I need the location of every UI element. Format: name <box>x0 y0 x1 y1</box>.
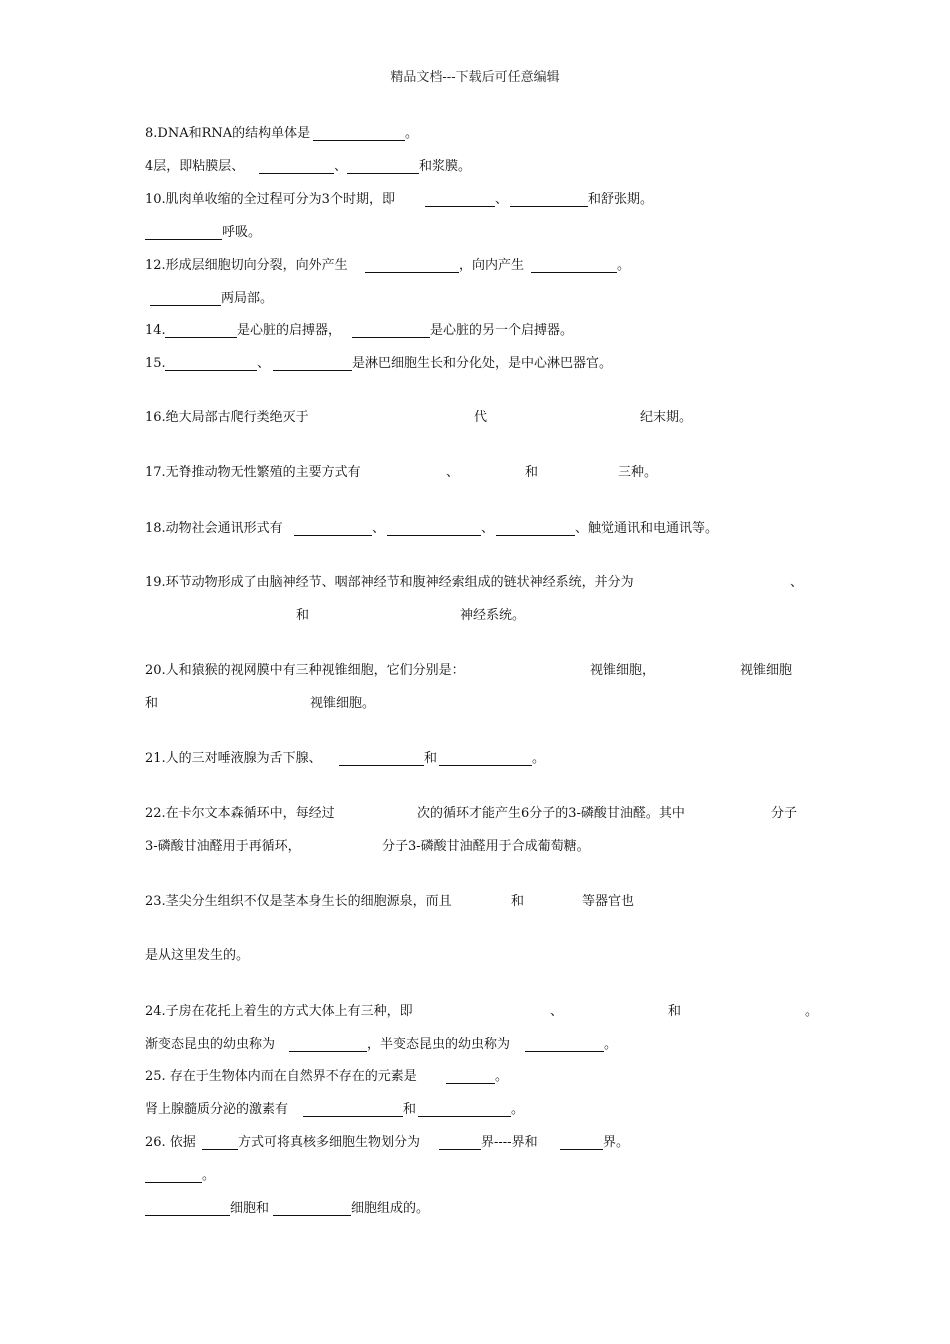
question-line <box>0 1067 950 1087</box>
question-text: 12.形成层细胞切向分裂，向外产生 <box>145 258 348 273</box>
question-text: 是从这里发生的。 <box>145 948 250 963</box>
question-text: 是心脏的启搏器， <box>237 323 342 338</box>
answer-blank[interactable] <box>145 239 222 240</box>
question-text: 、触觉通讯和电通讯等。 <box>575 521 719 536</box>
question-text: 三种。 <box>618 465 658 480</box>
question-text: 23.茎尖分生组织不仅是茎本身生长的细胞源泉，而且 <box>145 894 452 909</box>
answer-blank[interactable] <box>347 173 419 174</box>
answer-blank[interactable] <box>425 206 495 207</box>
answer-blank[interactable] <box>387 535 481 536</box>
answer-blank[interactable] <box>439 1149 481 1150</box>
question-line <box>0 1100 950 1120</box>
question-text: 分子3-磷酸甘油醛用于合成葡萄糖。 <box>382 839 590 854</box>
question-text: 肾上腺髓质分泌的激素有 <box>145 1102 289 1117</box>
question-text: 视锥细胞 <box>740 663 793 678</box>
question-line <box>0 408 950 428</box>
question-line <box>0 804 950 824</box>
question-text: 渐变态昆虫的幼虫称为 <box>145 1037 276 1052</box>
question-text: 15. <box>145 356 166 371</box>
page-header: 精品文档---下载后可任意编辑 <box>390 70 560 85</box>
question-text: 和 <box>525 465 539 480</box>
question-line <box>0 463 950 483</box>
question-text: 。 <box>202 1168 216 1183</box>
question-text: 和浆膜。 <box>419 159 472 174</box>
question-text: 呼吸。 <box>222 225 262 240</box>
question-line <box>0 837 950 857</box>
answer-blank[interactable] <box>202 1149 238 1150</box>
question-line <box>0 606 950 626</box>
answer-blank[interactable] <box>303 1116 403 1117</box>
question-text: 4层，即粘膜层、 <box>145 159 245 174</box>
question-text: 、 <box>790 575 804 590</box>
answer-blank[interactable] <box>365 272 459 273</box>
question-text: 。 <box>532 751 546 766</box>
question-text: 。 <box>604 1037 618 1052</box>
question-text: 方式可将真核多细胞生物划分为 <box>238 1135 421 1150</box>
question-line <box>0 1133 950 1153</box>
question-text: 细胞和 <box>230 1201 270 1216</box>
answer-blank[interactable] <box>313 140 405 141</box>
answer-blank[interactable] <box>145 1215 230 1216</box>
question-line <box>0 694 950 714</box>
answer-blank[interactable] <box>352 337 430 338</box>
question-line <box>0 946 950 966</box>
answer-blank[interactable] <box>145 1182 202 1183</box>
question-text: 等器官也 <box>582 894 635 909</box>
answer-blank[interactable] <box>165 370 257 371</box>
answer-blank[interactable] <box>273 1215 351 1216</box>
question-text: 26. 依据 <box>145 1135 196 1150</box>
question-line <box>0 1035 950 1055</box>
answer-blank[interactable] <box>273 370 352 371</box>
question-text: 、 <box>550 1004 564 1019</box>
answer-blank[interactable] <box>439 765 532 766</box>
question-text: 21.人的三对唾液腺为舌下腺、 <box>145 751 322 766</box>
question-text: 是心脏的另一个启搏器。 <box>430 323 574 338</box>
question-text: 视锥细胞。 <box>310 696 376 711</box>
question-text: 界。 <box>603 1135 630 1150</box>
question-text: 两局部。 <box>221 291 274 306</box>
question-line <box>0 519 950 539</box>
question-text: 和 <box>296 608 310 623</box>
question-line <box>0 1199 950 1219</box>
question-line <box>0 223 950 243</box>
answer-blank[interactable] <box>525 1051 604 1052</box>
question-line <box>0 321 950 341</box>
question-text: 。 <box>805 1004 819 1019</box>
question-text: 界----界和 <box>481 1135 538 1150</box>
question-text: 24.子房在花托上着生的方式大体上有三种，即 <box>145 1004 413 1019</box>
answer-blank[interactable] <box>446 1083 495 1084</box>
question-text: 17.无脊推动物无性繁殖的主要方式有 <box>145 465 361 480</box>
question-text: 。 <box>405 126 419 141</box>
question-text: 分子 <box>771 806 798 821</box>
question-text: 和 <box>145 696 159 711</box>
question-line <box>0 661 950 681</box>
question-text: 、 <box>481 521 495 536</box>
answer-blank[interactable] <box>259 173 334 174</box>
question-line <box>0 1002 950 1022</box>
answer-blank[interactable] <box>531 272 617 273</box>
answer-blank[interactable] <box>418 1116 511 1117</box>
question-text: 和 <box>668 1004 682 1019</box>
question-text: 、 <box>334 159 348 174</box>
question-text: 是淋巴细胞生长和分化处，是中心淋巴器官。 <box>352 356 613 371</box>
question-text: 和 <box>403 1102 417 1117</box>
question-line <box>0 124 950 144</box>
question-text: 18.动物社会通讯形式有 <box>145 521 283 536</box>
question-text: 10.肌肉单收缩的全过程可分为3个时期，即 <box>145 192 395 207</box>
question-text: 、 <box>495 192 509 207</box>
answer-blank[interactable] <box>289 1051 367 1052</box>
question-text: ，向内产生 <box>459 258 525 273</box>
question-text: 3-磷酸甘油醛用于再循环， <box>145 839 301 854</box>
question-text: 和 <box>424 751 438 766</box>
question-text: 。 <box>495 1069 509 1084</box>
question-line <box>0 190 950 210</box>
question-line <box>0 157 950 177</box>
question-text: 次的循环才能产生6分子的3-磷酸甘油醛。其中 <box>417 806 685 821</box>
question-text: 。 <box>617 258 631 273</box>
answer-blank[interactable] <box>510 206 588 207</box>
question-text: 视锥细胞， <box>590 663 656 678</box>
question-text: 、 <box>372 521 386 536</box>
question-line <box>0 354 950 374</box>
question-line <box>0 892 950 912</box>
question-text: 25. 存在于生物体内而在自然界不存在的元素是 <box>145 1069 417 1084</box>
question-text: 代 <box>474 410 488 425</box>
question-text: 和 <box>511 894 525 909</box>
question-line <box>0 1166 950 1186</box>
answer-blank[interactable] <box>165 337 237 338</box>
question-line <box>0 749 950 769</box>
question-text: 、 <box>257 356 271 371</box>
question-line <box>0 573 950 593</box>
answer-blank[interactable] <box>339 765 424 766</box>
answer-blank[interactable] <box>560 1149 603 1150</box>
question-text: 细胞组成的。 <box>351 1201 430 1216</box>
question-text: 22.在卡尔文本森循环中，每经过 <box>145 806 335 821</box>
question-line <box>0 256 950 276</box>
question-text: 20.人和猿猴的视网膜中有三种视锥细胞，它们分别是： <box>145 663 465 678</box>
question-line <box>0 289 950 309</box>
question-text: 16.绝大局部古爬行类绝灭于 <box>145 410 309 425</box>
question-text: 和舒张期。 <box>588 192 654 207</box>
question-text: ，半变态昆虫的幼虫称为 <box>367 1037 511 1052</box>
question-text: 、 <box>446 465 460 480</box>
answer-blank[interactable] <box>496 535 575 536</box>
question-text: 神经系统。 <box>460 608 526 623</box>
answer-blank[interactable] <box>150 305 221 306</box>
question-text: 19.环节动物形成了由脑神经节、咽部神经节和腹神经索组成的链状神经系统，并分为 <box>145 575 634 590</box>
question-text: 14. <box>145 323 166 338</box>
question-text: 纪末期。 <box>640 410 693 425</box>
question-text: 8.DNA和RNA的结构单体是 <box>145 126 311 141</box>
answer-blank[interactable] <box>294 535 372 536</box>
question-text: 。 <box>511 1102 525 1117</box>
